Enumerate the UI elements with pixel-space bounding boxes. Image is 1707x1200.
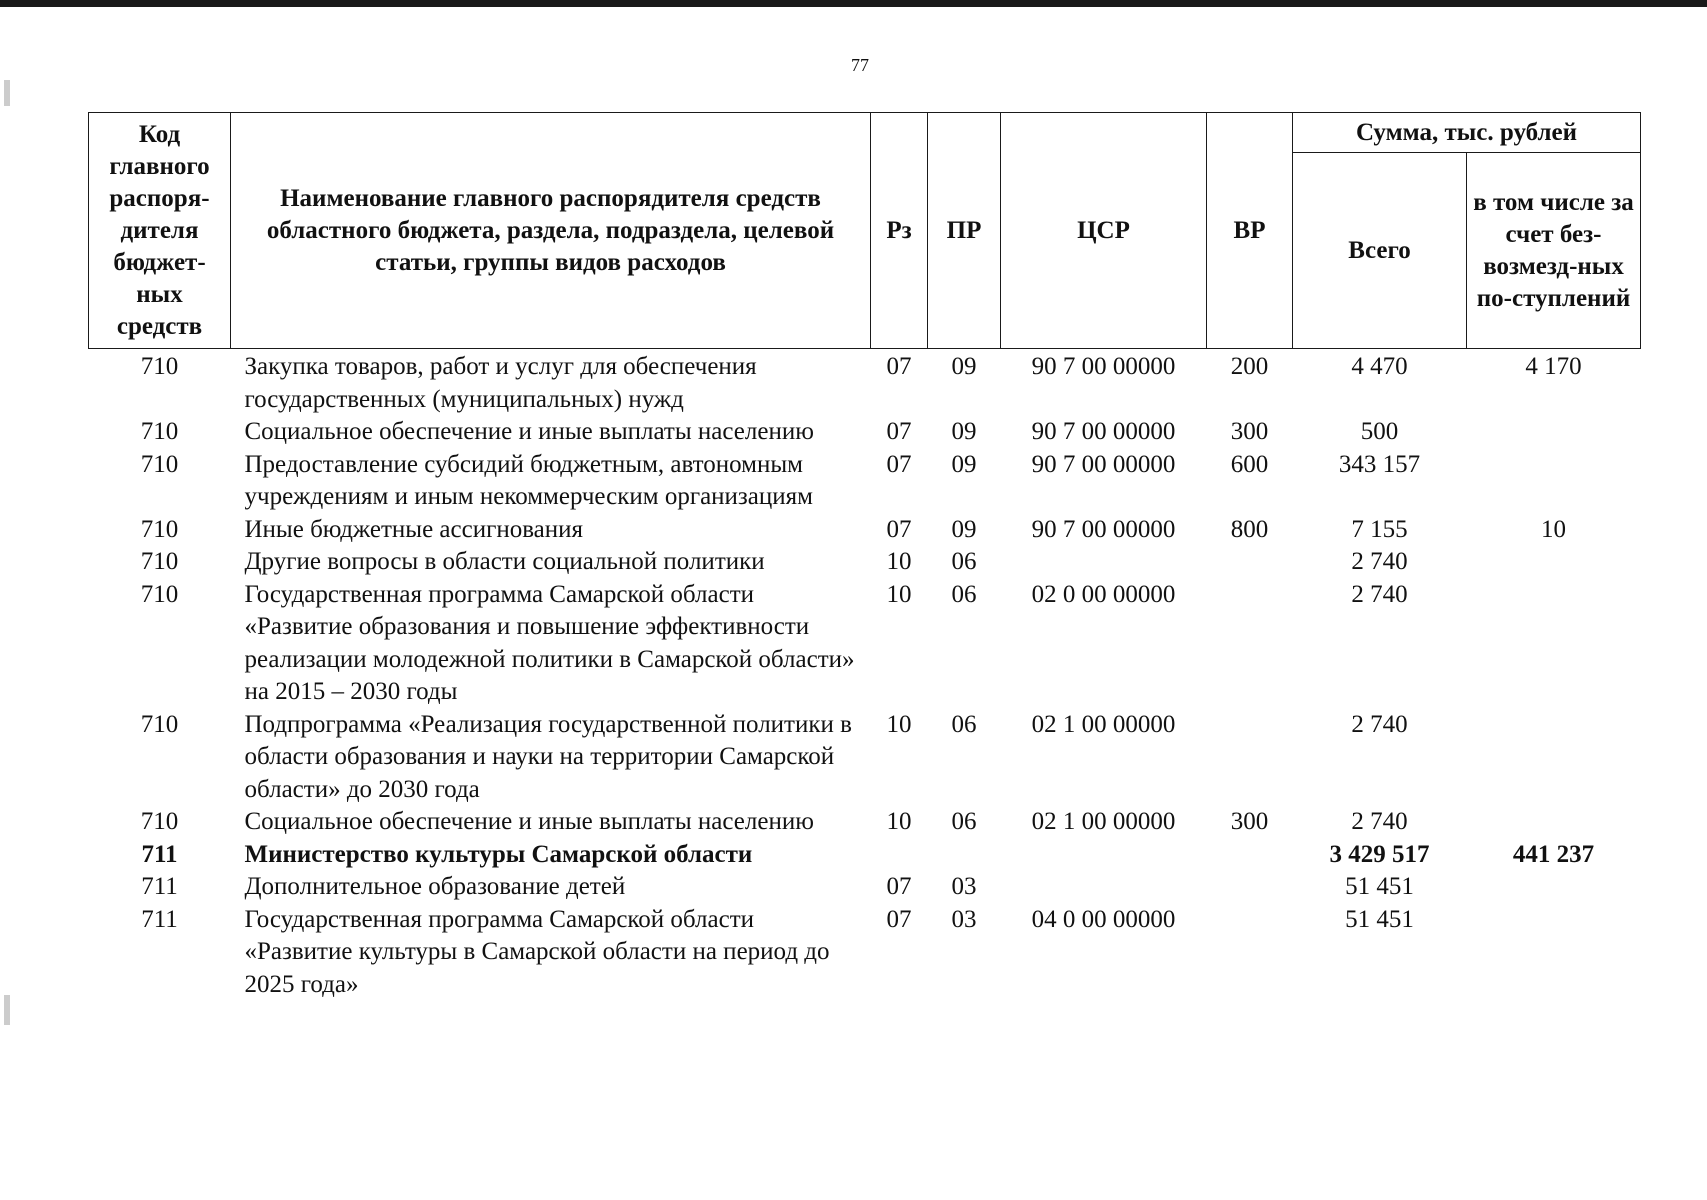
row-csr: 02 1 00 00000 <box>1031 710 1176 738</box>
row-rz: 07 <box>886 418 912 445</box>
row-pr: 06 <box>951 548 977 575</box>
row-vr: 600 <box>1230 450 1269 478</box>
row-rz: 10 <box>886 548 912 575</box>
row-pr: 03 <box>951 873 977 900</box>
row-pr: 09 <box>951 418 977 445</box>
row-code: 710 <box>140 515 179 543</box>
page-number: 77 <box>851 55 869 75</box>
row-total: 3 429 517 <box>1329 840 1430 868</box>
row-total: 4 470 <box>1351 353 1408 380</box>
row-pr: 06 <box>951 710 977 738</box>
table-row <box>89 871 1641 904</box>
row-code: 710 <box>140 353 179 380</box>
row-pr <box>928 839 1001 872</box>
row-vr <box>1207 871 1293 904</box>
row-name: Дополнительное образование детей <box>244 873 626 900</box>
row-total: 500 <box>1360 418 1399 445</box>
row-name: Государственная программа Самарской области «Развитие образования и повышение эффективности реализации молодежной политики в Самарской области» на 2015 – 2030 годы <box>244 580 855 705</box>
header-name: Наименование главного распорядителя средств областного бюджета, раздела, подраздела, целевой статьи, группы видов расходов <box>231 113 871 349</box>
scan-artifact <box>4 80 10 106</box>
row-vr: 200 <box>1230 353 1269 380</box>
row-total: 2 740 <box>1351 808 1408 835</box>
row-free <box>1467 416 1641 449</box>
row-name: Государственная программа Самарской области «Развитие культуры в Самарской области на период до 2025 года» <box>244 905 830 998</box>
row-total: 2 740 <box>1351 580 1408 608</box>
row-free: 441 237 <box>1512 840 1595 868</box>
row-code: 711 <box>141 873 178 900</box>
row-pr: 09 <box>951 353 977 380</box>
row-name: Подпрограмма «Реализация государственной политики в области образования и науки на территории Самарской области» до 2030 года <box>244 710 852 803</box>
header-total: Всего <box>1293 153 1467 349</box>
row-total: 2 740 <box>1351 710 1408 738</box>
row-free: 4 170 <box>1525 353 1582 380</box>
row-csr <box>1001 546 1207 579</box>
row-vr <box>1207 709 1293 807</box>
row-csr: 90 7 00 00000 <box>1031 353 1176 380</box>
top-scan-border <box>0 0 1707 7</box>
row-name: Предоставление субсидий бюджетным, автономным учреждениям и иным некоммерческим организациям <box>244 450 813 510</box>
table-row <box>89 546 1641 579</box>
row-code: 710 <box>140 710 179 738</box>
row-code: 711 <box>141 840 178 868</box>
row-csr: 04 0 00 00000 <box>1031 905 1176 933</box>
table-row <box>89 709 1641 807</box>
table-row <box>89 839 1641 872</box>
row-code: 711 <box>141 905 178 933</box>
row-vr: 300 <box>1230 808 1269 835</box>
row-rz: 07 <box>886 515 912 543</box>
header-sum-group: Сумма, тыс. рублей <box>1293 113 1641 153</box>
row-code: 710 <box>140 808 179 835</box>
table-row <box>89 349 1641 417</box>
row-rz: 10 <box>886 580 912 608</box>
row-free <box>1467 579 1641 709</box>
table-header <box>89 113 1641 349</box>
row-pr: 06 <box>951 580 977 608</box>
row-free <box>1467 904 1641 1002</box>
scan-artifact <box>4 995 10 1025</box>
row-csr: 02 1 00 00000 <box>1031 808 1176 835</box>
row-pr: 09 <box>951 450 977 478</box>
row-name: Министерство культуры Самарской области <box>244 840 753 868</box>
row-vr: 800 <box>1230 515 1269 543</box>
row-free <box>1467 546 1641 579</box>
row-free <box>1467 806 1641 839</box>
table-row <box>89 449 1641 514</box>
row-vr <box>1207 904 1293 1002</box>
header-csr: ЦСР <box>1001 113 1207 349</box>
row-rz: 07 <box>886 873 912 900</box>
row-name: Иные бюджетные ассигнования <box>244 515 584 543</box>
row-free <box>1467 709 1641 807</box>
header-free: в том числе за счет без-возмезд-ных по-ступлений <box>1467 153 1641 349</box>
row-name: Социальное обеспечение и иные выплаты населению <box>244 418 814 445</box>
header-code: Код главного распоря-дителя бюджет-ных средств <box>89 113 231 349</box>
row-code: 710 <box>140 548 179 575</box>
row-vr <box>1207 839 1293 872</box>
row-free <box>1467 871 1641 904</box>
row-csr <box>1001 839 1207 872</box>
row-rz <box>871 839 928 872</box>
row-pr: 06 <box>951 808 977 835</box>
row-name: Другие вопросы в области социальной политики <box>244 548 765 575</box>
row-total: 51 451 <box>1345 905 1414 933</box>
row-free: 10 <box>1541 515 1566 543</box>
row-pr: 03 <box>951 905 977 933</box>
row-csr: 02 0 00 00000 <box>1031 580 1176 608</box>
header-vr: ВР <box>1207 113 1293 349</box>
row-rz: 07 <box>886 353 912 380</box>
table-row <box>89 514 1641 547</box>
table-row <box>89 579 1641 709</box>
header-rz: Рз <box>871 113 928 349</box>
table-row <box>89 904 1641 1002</box>
row-vr: 300 <box>1230 418 1269 445</box>
row-rz: 07 <box>886 450 912 478</box>
row-rz: 10 <box>886 808 912 835</box>
row-rz: 07 <box>886 905 912 933</box>
row-free <box>1467 449 1641 514</box>
row-csr <box>1001 871 1207 904</box>
table-row <box>89 416 1641 449</box>
row-total: 51 451 <box>1345 873 1414 900</box>
row-csr: 90 7 00 00000 <box>1031 515 1176 543</box>
row-total: 343 157 <box>1338 450 1421 478</box>
row-total: 7 155 <box>1351 515 1408 543</box>
row-name: Социальное обеспечение и иные выплаты населению <box>244 808 814 835</box>
row-vr <box>1207 579 1293 709</box>
row-vr <box>1207 546 1293 579</box>
row-code: 710 <box>140 580 179 608</box>
table-row <box>89 806 1641 839</box>
row-name: Закупка товаров, работ и услуг для обеспечения государственных (муниципальных) нужд <box>244 353 757 413</box>
row-csr: 90 7 00 00000 <box>1031 450 1176 478</box>
table-body <box>89 349 1641 1002</box>
row-pr: 09 <box>951 515 977 543</box>
row-code: 710 <box>140 450 179 478</box>
row-csr: 90 7 00 00000 <box>1031 418 1176 445</box>
row-rz: 10 <box>886 710 912 738</box>
header-pr: ПР <box>928 113 1001 349</box>
budget-table <box>88 112 1641 1001</box>
row-code: 710 <box>140 418 179 445</box>
row-total: 2 740 <box>1351 548 1408 575</box>
